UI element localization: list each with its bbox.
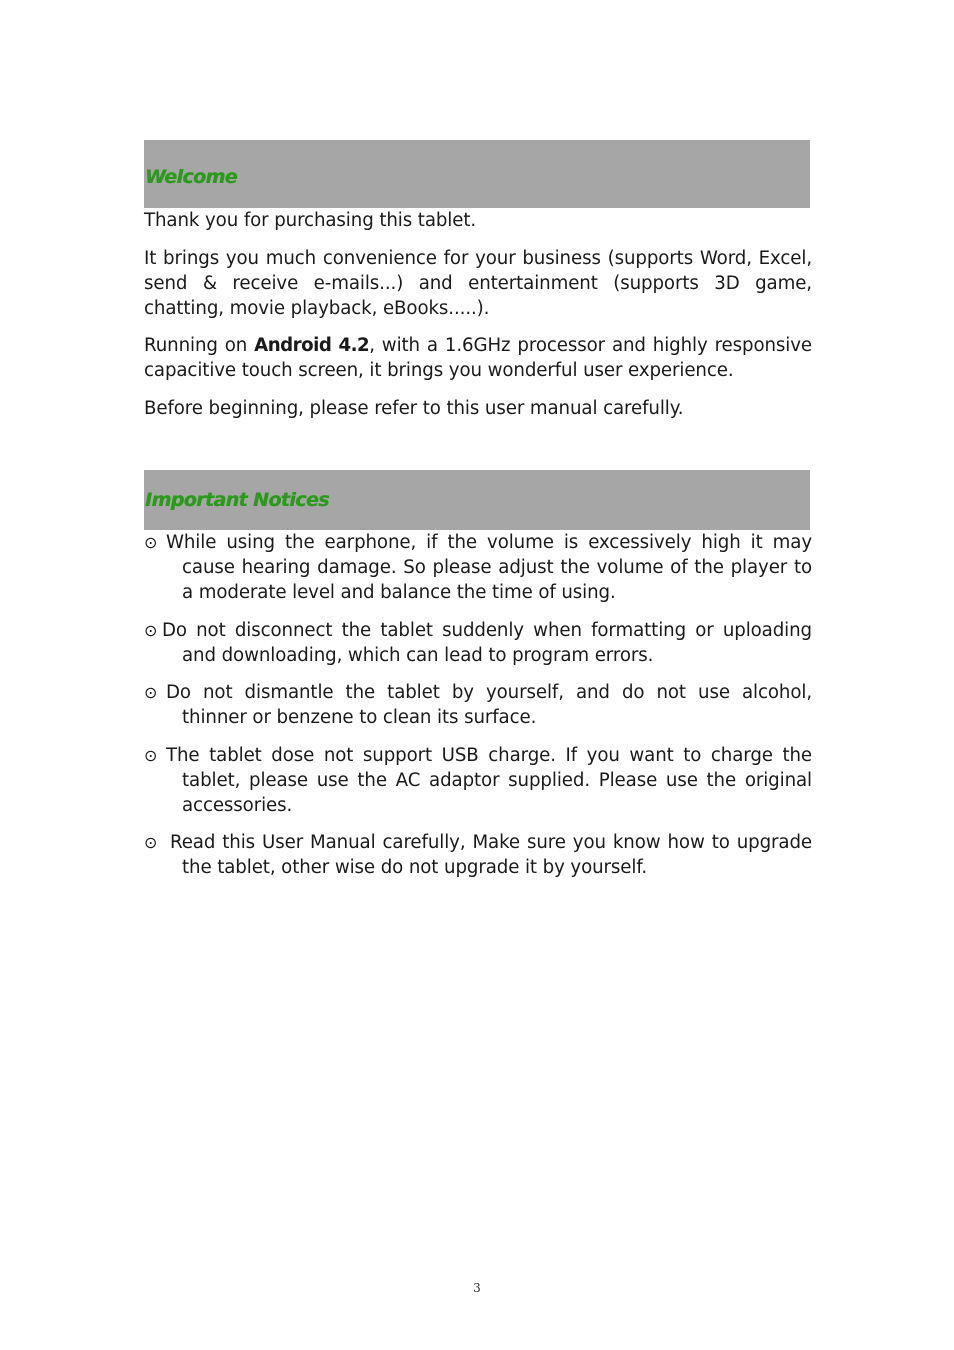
notices-header-bar [144, 470, 810, 530]
notice-item [144, 830, 812, 880]
welcome-paragraph-4: Before beginning, please refer to this user manual carefully. [144, 398, 684, 419]
android-text-suffix: , with a 1.6GHz processor and highly responsive capacitive touch screen, it brings you wonderful user experience. [144, 335, 812, 381]
bullet-icon: ⊙ [144, 833, 158, 852]
notice-text: The tablet dose not support USB charge. If you want to charge the tablet, please use the AC adaptor supplied. Please use the original accessories. [166, 745, 812, 816]
notice-text: While using the earphone, if the volume is excessively high it may cause hearing damage. So please adjust the volume of the player to a moderate level and balance the time of using. [166, 532, 812, 603]
notice-item [144, 680, 812, 730]
welcome-title: Welcome [145, 166, 237, 188]
welcome-header-bar [144, 140, 810, 208]
notice-text: Read this User Manual carefully, Make sure you know how to upgrade the tablet, other wise do not upgrade it by yourself. [170, 832, 812, 878]
page-number: 3 [473, 1281, 481, 1295]
notice-text: Do not dismantle the tablet by yourself, and do not use alcohol, thinner or benzene to clean its surface. [166, 682, 812, 728]
android-text-prefix: Running on [144, 335, 255, 356]
notice-text: Do not disconnect the tablet suddenly when formatting or uploading and downloading, which can lead to program errors. [162, 620, 812, 666]
bullet-icon: ⊙ [144, 533, 158, 552]
bullet-icon: ⊙ [144, 683, 158, 702]
android-version: Android 4.2 [254, 335, 370, 356]
bullet-icon: ⊙ [144, 621, 158, 640]
welcome-paragraph-3 [144, 333, 812, 383]
notice-item [144, 743, 812, 818]
welcome-paragraph-1: Thank you for purchasing this tablet. [144, 210, 477, 231]
notice-item [144, 530, 812, 605]
notice-item [144, 618, 812, 668]
bullet-icon: ⊙ [144, 746, 158, 765]
welcome-paragraph-2: It brings you much convenience for your business (supports Word, Excel, send & receive e-mails...) and entertainment (supports 3D game, chatting, movie playback, eBooks.....). [144, 248, 812, 319]
notices-title: Important Notices [145, 489, 329, 511]
